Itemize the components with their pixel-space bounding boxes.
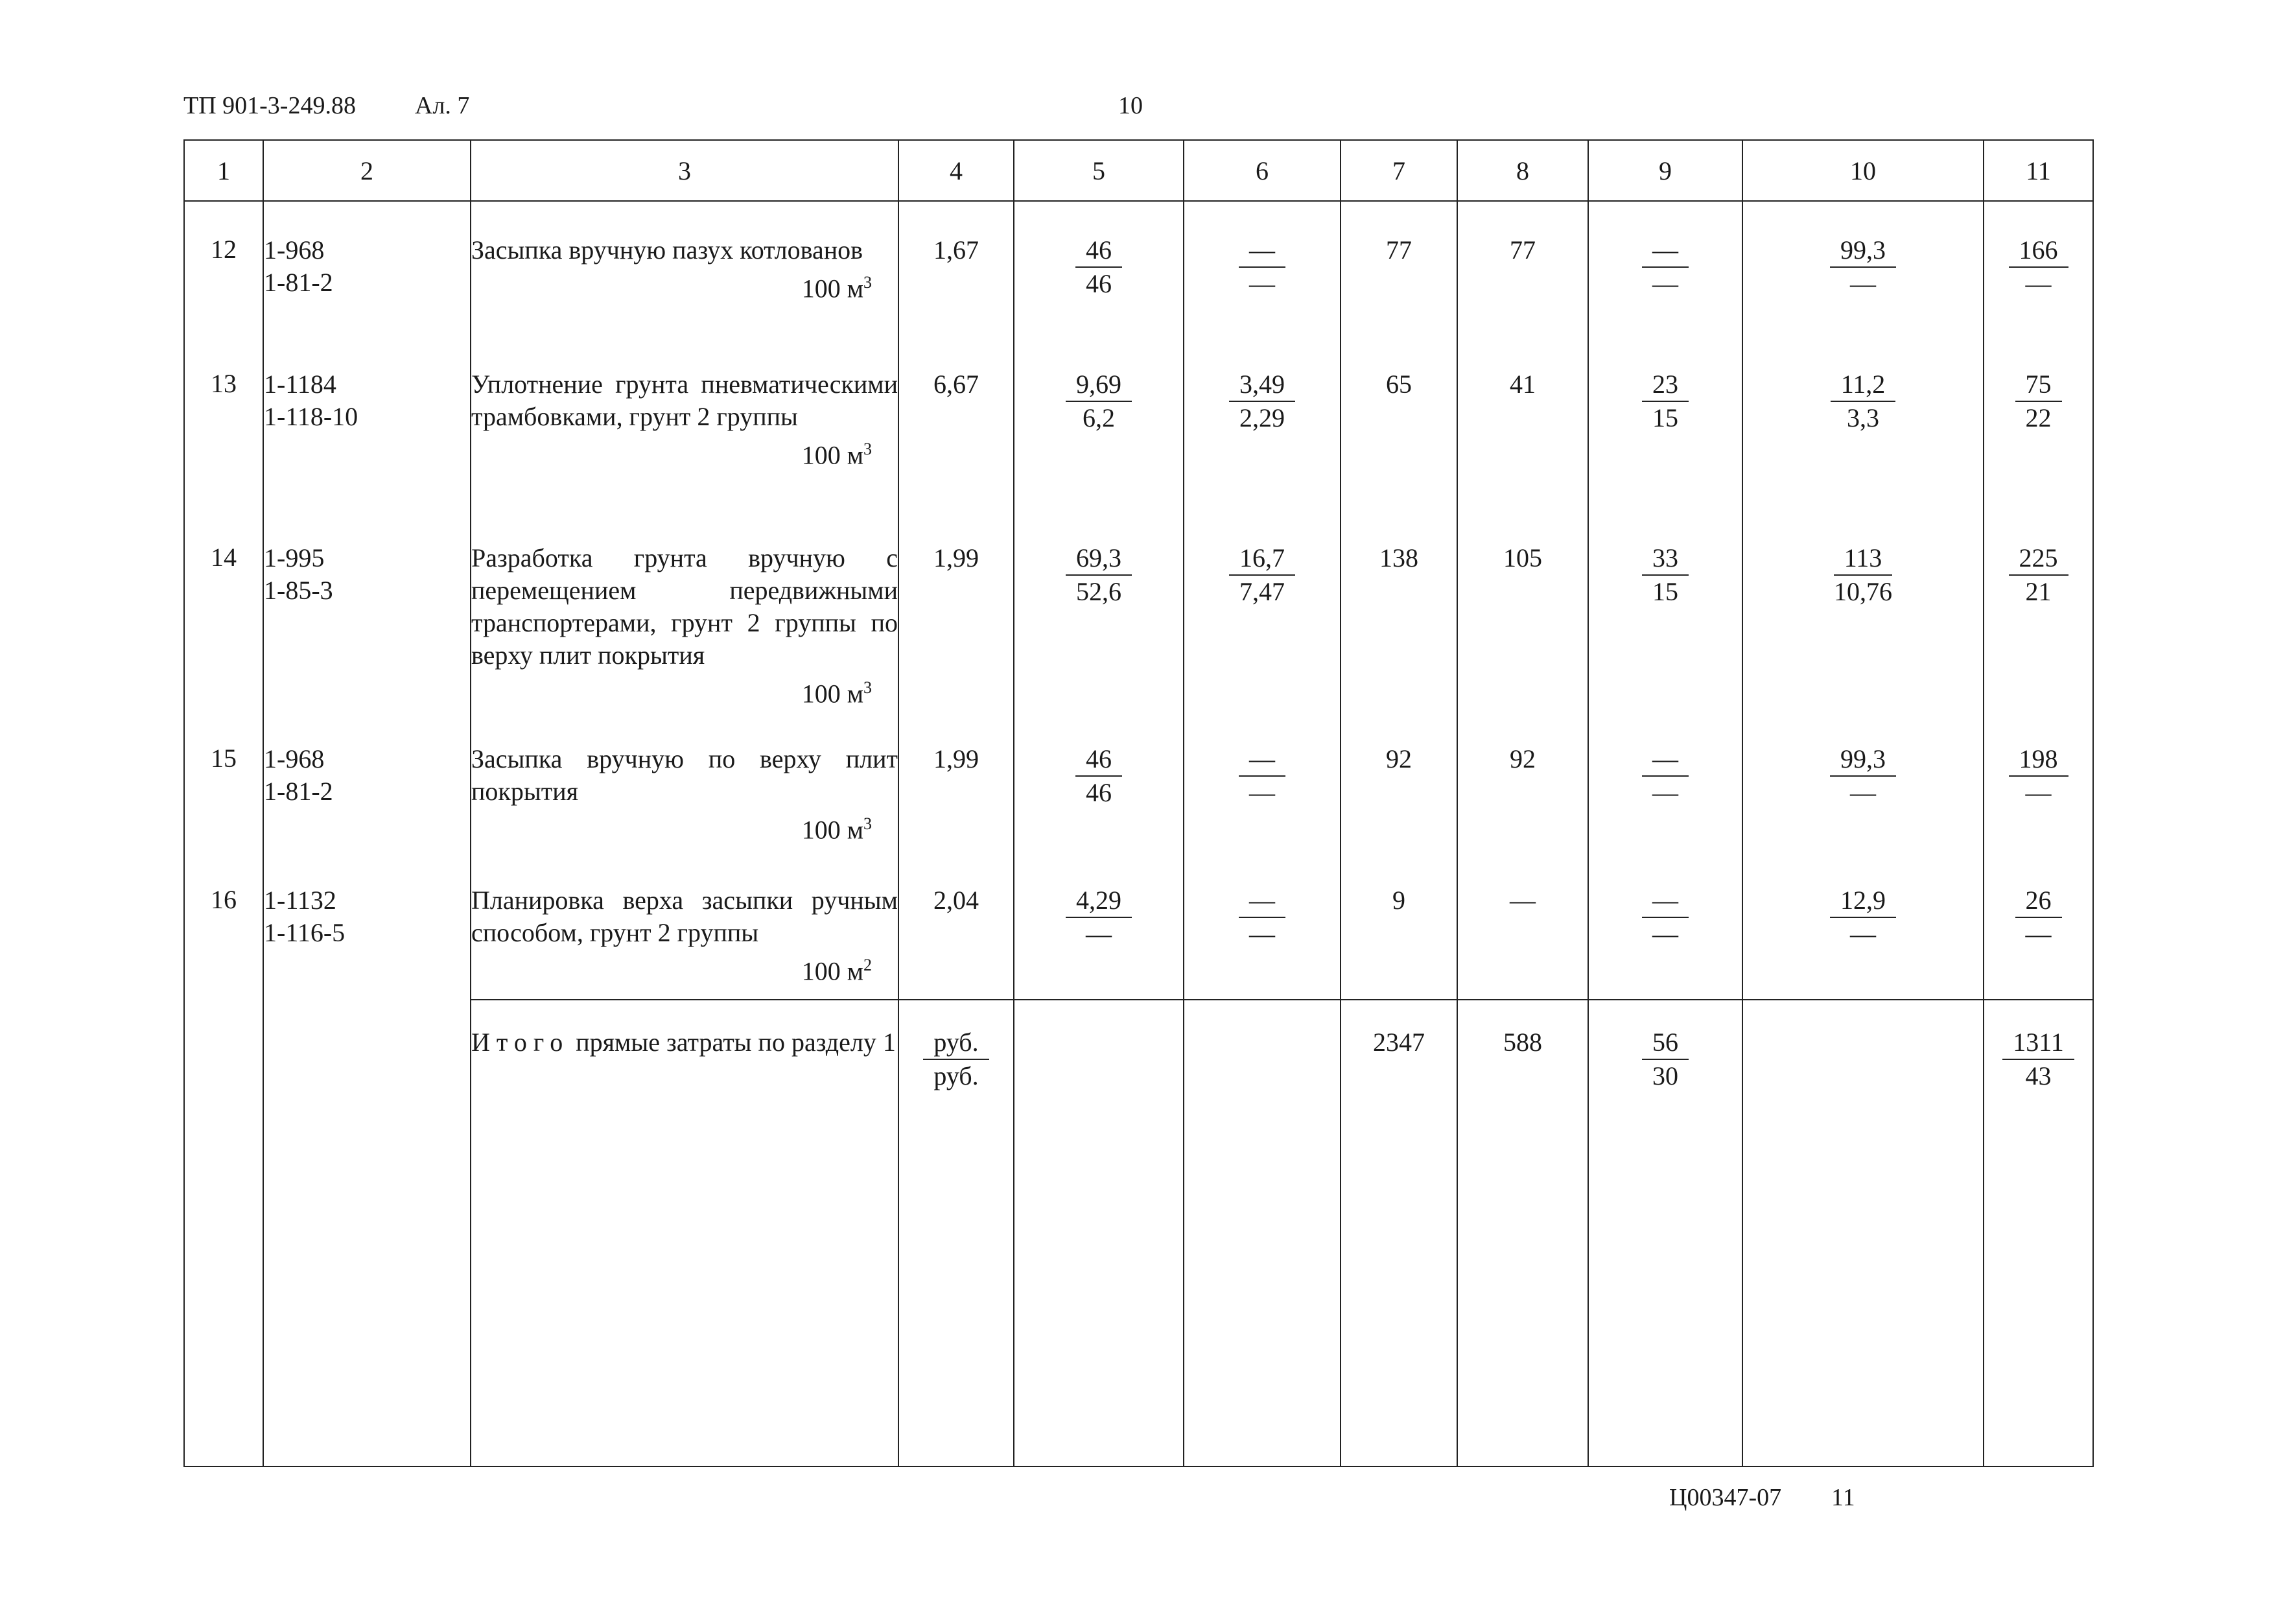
table-row [184, 342, 2093, 516]
col8-value: 77 [1457, 201, 1588, 342]
col-header: 7 [1341, 140, 1457, 201]
col5-fraction: $\frac{46}{46}$ [1014, 717, 1184, 858]
norm-code: 1-968 1-81-2 [263, 717, 471, 858]
unit-label: 100 $м^3$ [801, 273, 872, 303]
row-number: 14 [184, 516, 263, 717]
total-row [184, 1000, 2093, 1466]
col-header: 11 [1984, 140, 2093, 201]
sheet-label: Ал. 7 [415, 92, 470, 119]
col-header: 10 [1742, 140, 1984, 201]
norm-code: 1-995 1-85-3 [263, 516, 471, 717]
col-header: 2 [263, 140, 471, 201]
col5-fraction: $\frac{46}{46}$ [1014, 201, 1184, 342]
row-number: 12 [184, 201, 263, 342]
total-col6 [1184, 1000, 1341, 1466]
row-number: 16 [184, 858, 263, 1000]
table-row [184, 717, 2093, 858]
work-description: Уплотнение грунта пневматическими трамбовками, грунт 2 группы 100 $м^3$ [471, 342, 898, 516]
column-number-row [184, 140, 2093, 201]
footer-code: Ц00347-07 [1669, 1484, 1782, 1511]
page-number: 10 [1118, 92, 1143, 119]
col9-fraction: $\frac{—}{—}$ [1588, 201, 1742, 342]
unit-label: 100 $м^2$ [801, 956, 872, 986]
table-row [184, 516, 2093, 717]
total-col8: 588 [1457, 1000, 1588, 1466]
row-number: 13 [184, 342, 263, 516]
total-col11: $\frac{1311}{43}$ [1984, 1000, 2093, 1466]
col8-value: 92 [1457, 717, 1588, 858]
work-description: Засыпка вручную пазух котлованов 100 $м^3$ [471, 201, 898, 342]
col9-fraction: $\frac{—}{—}$ [1588, 858, 1742, 1000]
total-col7: 2347 [1341, 1000, 1457, 1466]
col7-value: 92 [1341, 717, 1457, 858]
total-empty-code [263, 1000, 471, 1466]
col7-value: 9 [1341, 858, 1457, 1000]
col10-fraction: $\frac{113}{10,76}$ [1742, 516, 1984, 717]
col-header: 3 [471, 140, 898, 201]
col11-fraction: $\frac{166}{—}$ [1984, 201, 2093, 342]
col8-value: 41 [1457, 342, 1588, 516]
col7-value: 77 [1341, 201, 1457, 342]
norm-code: 1-1132 1-116-5 [263, 858, 471, 1000]
quantity: 6,67 [898, 342, 1014, 516]
col-header: 8 [1457, 140, 1588, 201]
total-col9: $\frac{56}{30}$ [1588, 1000, 1742, 1466]
unit-label: 100 $м^3$ [801, 814, 872, 845]
col7-value: 65 [1341, 342, 1457, 516]
table-row [184, 201, 2093, 342]
quantity: 2,04 [898, 858, 1014, 1000]
work-description: Планировка верха засыпки ручным способом, грунт 2 группы 100 $м^2$ [471, 858, 898, 1000]
col10-fraction: $\frac{99,3}{—}$ [1742, 717, 1984, 858]
col11-fraction: $\frac{198}{—}$ [1984, 717, 2093, 858]
col10-fraction: $\frac{12,9}{—}$ [1742, 858, 1984, 1000]
quantity: 1,99 [898, 717, 1014, 858]
col9-fraction: $\frac{23}{15}$ [1588, 342, 1742, 516]
col6-fraction: $\frac{—}{—}$ [1184, 717, 1341, 858]
col6-fraction: $\frac{—}{—}$ [1184, 201, 1341, 342]
document-code: ТП 901-3-249.88 [183, 92, 356, 119]
total-label-text: Итого прямые затраты по разделу 1 [471, 1028, 896, 1057]
col6-fraction: $\frac{3,49}{2,29}$ [1184, 342, 1341, 516]
col7-value: 138 [1341, 516, 1457, 717]
col6-fraction: $\frac{16,7}{7,47}$ [1184, 516, 1341, 717]
table-row [184, 858, 2093, 1000]
col10-fraction: $\frac{11,2}{3,3}$ [1742, 342, 1984, 516]
col-header: 5 [1014, 140, 1184, 201]
col-header: 4 [898, 140, 1014, 201]
col8-value: 105 [1457, 516, 1588, 717]
unit-label: 100 $м^3$ [801, 678, 872, 709]
row-number: 15 [184, 717, 263, 858]
col-header: 9 [1588, 140, 1742, 201]
total-col5 [1014, 1000, 1184, 1466]
col5-fraction: $\frac{4,29}{—}$ [1014, 858, 1184, 1000]
unit-label: 100 $м^3$ [801, 440, 872, 470]
total-empty-n [184, 1000, 263, 1466]
col9-fraction: $\frac{33}{15}$ [1588, 516, 1742, 717]
quantity: 1,99 [898, 516, 1014, 717]
total-unit: $\frac{\text{руб.}}{\text{руб.}}$ [898, 1000, 1014, 1466]
col11-fraction: $\frac{26}{—}$ [1984, 858, 2093, 1000]
norm-code: 1-968 1-81-2 [263, 201, 471, 342]
work-description: Разработка грунта вручную с перемещением передвижными транспортерами, грунт 2 группы по верху плит покрытия 100 $м^3$ [471, 516, 898, 717]
col5-fraction: $\frac{69,3}{52,6}$ [1014, 516, 1184, 717]
quantity: 1,67 [898, 201, 1014, 342]
col-header: 6 [1184, 140, 1341, 201]
norm-code: 1-1184 1-118-10 [263, 342, 471, 516]
col8-value: — [1457, 858, 1588, 1000]
col9-fraction: $\frac{—}{—}$ [1588, 717, 1742, 858]
total-col10 [1742, 1000, 1984, 1466]
total-label [471, 1000, 898, 1466]
footer-page-number: 11 [1831, 1484, 1855, 1511]
col-header: 1 [184, 140, 263, 201]
col11-fraction: $\frac{225}{21}$ [1984, 516, 2093, 717]
estimate-table [183, 139, 2094, 1467]
col6-fraction: $\frac{—}{—}$ [1184, 858, 1341, 1000]
work-description: Засыпка вручную по верху плит покрытия 100 $м^3$ [471, 717, 898, 858]
col5-fraction: $\frac{9,69}{6,2}$ [1014, 342, 1184, 516]
col11-fraction: $\frac{75}{22}$ [1984, 342, 2093, 516]
col10-fraction: $\frac{99,3}{—}$ [1742, 201, 1984, 342]
